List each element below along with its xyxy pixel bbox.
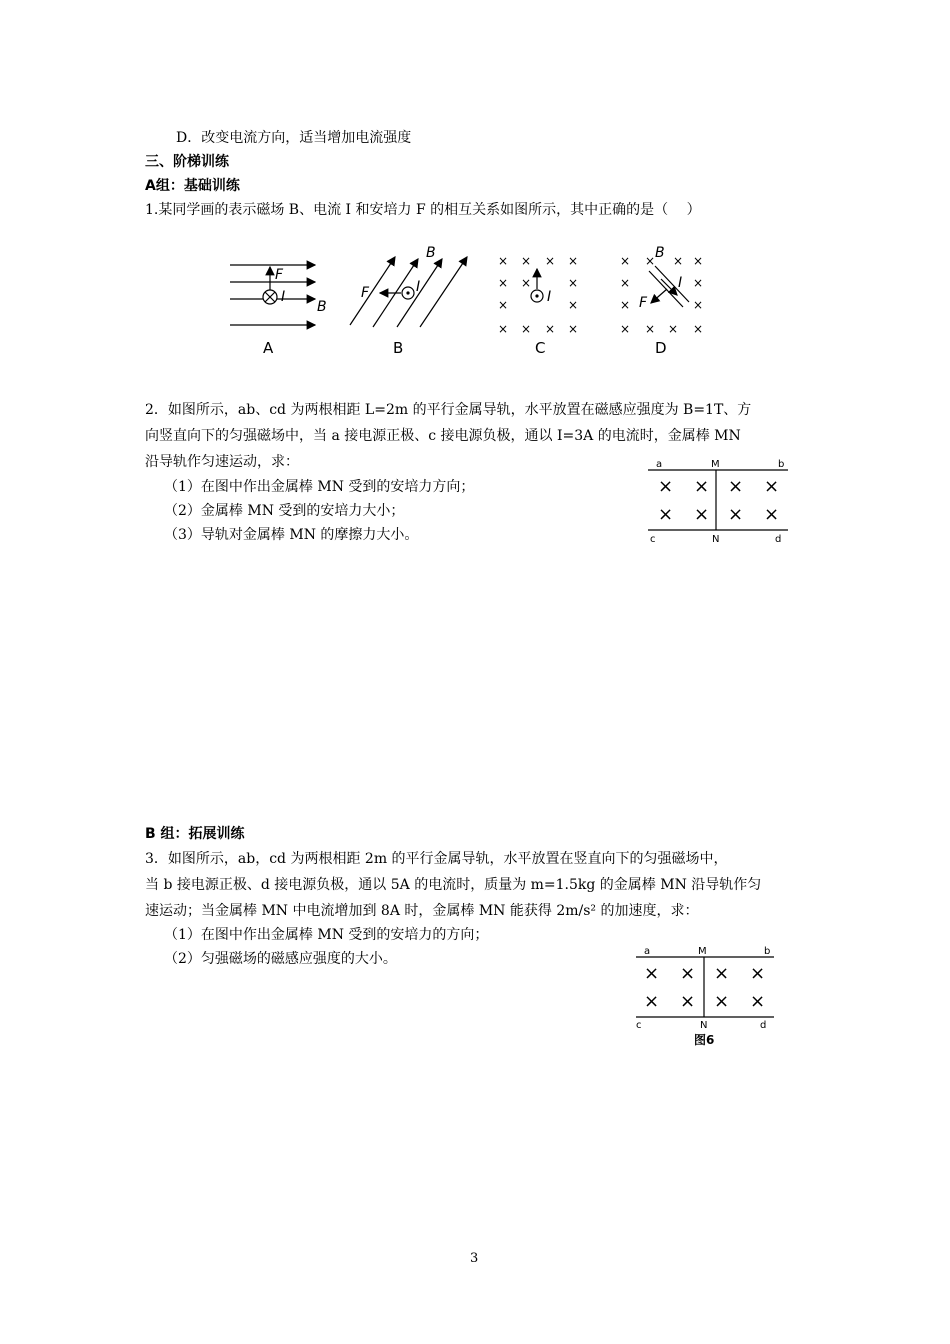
previous-option-d: D．改变电流方向，适当增加电流强度 bbox=[176, 130, 412, 146]
svg-text:×: × bbox=[750, 963, 766, 984]
label-f: F bbox=[275, 267, 284, 283]
svg-text:×: × bbox=[545, 254, 556, 268]
svg-text:×: × bbox=[644, 991, 660, 1012]
question-3-sub-2: （2）匀强磁场的磁感应强度的大小。 bbox=[164, 951, 397, 967]
svg-text:×: × bbox=[620, 254, 631, 268]
group-a-title: A组：基础训练 bbox=[145, 178, 240, 194]
figure-label-c: C bbox=[535, 339, 546, 357]
svg-text:×: × bbox=[521, 276, 532, 290]
svg-text:×: × bbox=[568, 322, 579, 336]
label-i: I bbox=[416, 279, 421, 295]
label-b: b bbox=[764, 946, 771, 957]
svg-text:×: × bbox=[545, 322, 556, 336]
svg-text:×: × bbox=[728, 504, 744, 525]
svg-text:×: × bbox=[498, 276, 509, 290]
question-1-text: 1.某同学画的表示磁场 B、电流 I 和安培力 F 的相互关系如图所示，其中正确的是（ ） bbox=[145, 202, 701, 218]
figure-label-a: A bbox=[263, 339, 274, 357]
svg-text:×: × bbox=[498, 298, 509, 312]
svg-text:×: × bbox=[668, 322, 679, 336]
question-2-line-3: 沿导轨作匀速运动，求： bbox=[145, 454, 299, 470]
svg-text:×: × bbox=[764, 476, 780, 497]
cross-grid-d bbox=[620, 254, 703, 336]
question-2-sub-3: （3）导轨对金属棒 MN 的摩擦力大小。 bbox=[164, 527, 419, 543]
question-3-line-3: 速运动；当金属棒 MN 中电流增加到 8A 时，金属棒 MN 能获得 2m/s² 的加速度，求： bbox=[145, 903, 699, 919]
svg-text:×: × bbox=[693, 322, 704, 336]
question-2-sub-2: （2）金属棒 MN 受到的安培力大小； bbox=[164, 503, 405, 519]
figure-c bbox=[498, 254, 578, 357]
svg-text:×: × bbox=[521, 254, 532, 268]
label-d: d bbox=[775, 534, 782, 544]
label-i: I bbox=[547, 289, 552, 305]
q2-rail-diagram bbox=[640, 452, 800, 544]
svg-text:×: × bbox=[658, 476, 674, 497]
label-n: N bbox=[700, 1020, 708, 1031]
svg-text:×: × bbox=[680, 991, 696, 1012]
label-c: c bbox=[650, 534, 656, 544]
group-b-title: B 组：拓展训练 bbox=[145, 826, 245, 842]
svg-text:×: × bbox=[694, 504, 710, 525]
svg-text:×: × bbox=[680, 963, 696, 984]
svg-text:×: × bbox=[764, 504, 780, 525]
q3-rail-diagram bbox=[630, 940, 790, 1050]
label-a: a bbox=[656, 459, 663, 470]
question-3-line-2: 当 b 接电源正极、d 接电源负极，通以 5A 的电流时，质量为 m=1.5kg 的金属棒 MN 沿导轨作匀 bbox=[145, 877, 762, 893]
field-line bbox=[350, 257, 395, 325]
question-2-line-2: 向竖直向下的匀强磁场中，当 a 接电源正极、c 接电源负极，通以 I=3A 的电流时，金属棒 MN bbox=[145, 428, 741, 444]
svg-text:×: × bbox=[620, 298, 631, 312]
label-m: M bbox=[698, 946, 707, 957]
label-b: B bbox=[426, 245, 436, 261]
figure-label-d: D bbox=[655, 339, 667, 357]
question-2-line-1: 2．如图所示，ab、cd 为两根相距 L=2m 的平行金属导轨，水平放置在磁感应强度为 B=1T、方 bbox=[145, 402, 752, 418]
question-3-line-1: 3．如图所示，ab，cd 为两根相距 2m 的平行金属导轨，水平放置在竖直向下的匀强磁场中， bbox=[145, 851, 728, 867]
label-n: N bbox=[712, 534, 720, 544]
svg-text:×: × bbox=[644, 963, 660, 984]
figure-label-b: B bbox=[393, 339, 404, 357]
svg-text:×: × bbox=[694, 476, 710, 497]
label-f: F bbox=[639, 295, 648, 311]
svg-text:×: × bbox=[728, 476, 744, 497]
svg-text:×: × bbox=[498, 322, 509, 336]
label-a: a bbox=[644, 946, 651, 957]
svg-text:×: × bbox=[693, 276, 704, 290]
svg-text:×: × bbox=[568, 298, 579, 312]
svg-text:×: × bbox=[658, 504, 674, 525]
svg-text:×: × bbox=[750, 991, 766, 1012]
label-b: B bbox=[317, 299, 327, 315]
q1-figures bbox=[215, 235, 715, 365]
label-m: M bbox=[711, 459, 720, 470]
label-b: b bbox=[778, 459, 785, 470]
force-arrow bbox=[651, 289, 667, 303]
label-i: I bbox=[678, 275, 683, 291]
svg-text:×: × bbox=[714, 963, 730, 984]
figure-a bbox=[230, 265, 327, 357]
label-d: d bbox=[760, 1020, 767, 1031]
figure-caption: 图6 bbox=[694, 1033, 715, 1047]
page-number: 3 bbox=[470, 1251, 479, 1266]
svg-text:×: × bbox=[568, 254, 579, 268]
label-b: B bbox=[655, 245, 665, 261]
svg-text:×: × bbox=[693, 254, 704, 268]
label-i: I bbox=[281, 289, 286, 305]
svg-text:×: × bbox=[645, 322, 656, 336]
svg-text:×: × bbox=[645, 254, 656, 268]
label-c: c bbox=[636, 1020, 642, 1031]
svg-text:×: × bbox=[521, 322, 532, 336]
figure-b bbox=[350, 245, 467, 357]
svg-text:×: × bbox=[714, 991, 730, 1012]
field-crosses bbox=[658, 476, 779, 525]
question-3-sub-1: （1）在图中作出金属棒 MN 受到的安培力的方向； bbox=[164, 927, 489, 943]
svg-text:×: × bbox=[498, 254, 509, 268]
svg-text:×: × bbox=[620, 322, 631, 336]
figure-d bbox=[620, 245, 703, 357]
label-f: F bbox=[361, 285, 370, 301]
svg-text:×: × bbox=[568, 276, 579, 290]
svg-text:×: × bbox=[620, 276, 631, 290]
svg-text:×: × bbox=[673, 254, 684, 268]
svg-text:×: × bbox=[693, 298, 704, 312]
question-2-sub-1: （1）在图中作出金属棒 MN 受到的安培力方向； bbox=[164, 479, 475, 495]
field-line bbox=[420, 257, 467, 327]
section-title: 三、阶梯训练 bbox=[145, 154, 229, 170]
